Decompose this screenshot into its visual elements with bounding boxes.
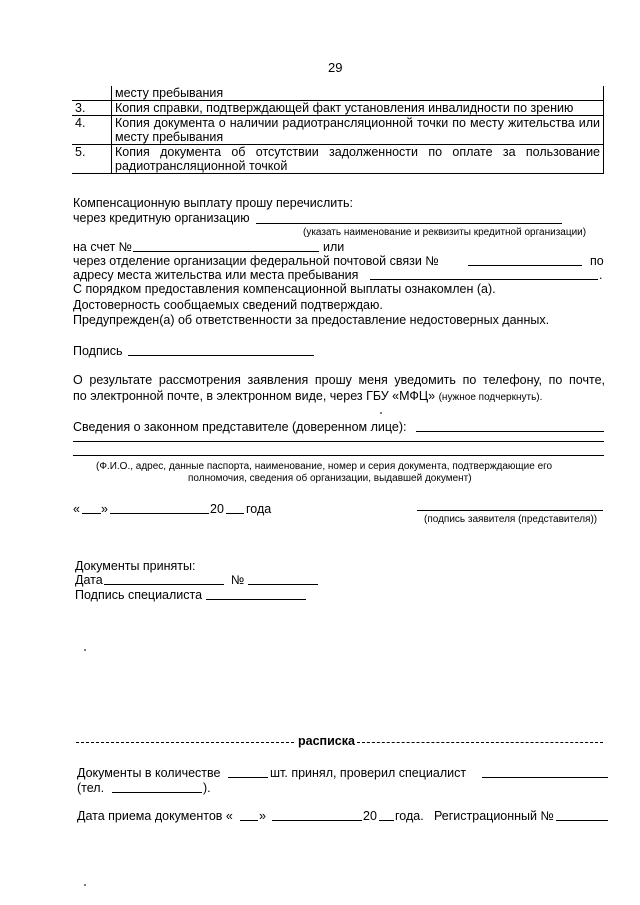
representative-hint-2: полномочия, сведения об организации, выдавшей документ) bbox=[188, 473, 472, 484]
date-open-quote: « bbox=[73, 502, 80, 516]
receipt-tel-open: (тел. bbox=[77, 781, 105, 795]
receipt-title: расписка bbox=[298, 734, 355, 748]
table-row bbox=[72, 86, 604, 101]
receipt-reg-field[interactable] bbox=[556, 820, 608, 821]
scan-speck bbox=[84, 649, 86, 651]
receipt-tel-close: ). bbox=[203, 781, 211, 795]
credit-org-hint: (указать наименование и реквизиты кредитной организации) bbox=[303, 227, 587, 238]
representative-field-2[interactable] bbox=[73, 441, 604, 442]
date-close-quote: » bbox=[101, 502, 108, 516]
applicant-sign-hint: (подпись заявителя (представителя)) bbox=[424, 514, 598, 525]
accepted-date-field[interactable] bbox=[104, 584, 224, 585]
row-text: Копия документа об отсутствии задолженности по оплате за пользование радиотрансляционной точкой bbox=[112, 145, 604, 174]
notify-line2: по электронной почте, в электронном виде, через ГБУ «МФЦ» bbox=[73, 389, 436, 403]
post-po-label: по bbox=[590, 254, 604, 268]
row-number: 4. bbox=[72, 116, 112, 145]
scan-speck bbox=[380, 412, 382, 414]
reliability-text: Достоверность сообщаемых сведений подтверждаю. bbox=[73, 298, 383, 312]
notify-text-line2 bbox=[73, 389, 542, 404]
receipt-year-field[interactable] bbox=[379, 820, 394, 821]
signature-label: Подпись bbox=[73, 344, 123, 358]
row-number: 3. bbox=[72, 101, 112, 116]
signature-field[interactable] bbox=[128, 355, 314, 356]
row-text: Копия справки, подтверждающей факт установления инвалидности по зрению bbox=[112, 101, 604, 116]
accepted-number-label: № bbox=[231, 573, 245, 587]
representative-field-1[interactable] bbox=[416, 431, 604, 432]
row-number bbox=[72, 86, 112, 101]
table-row bbox=[72, 101, 604, 116]
credit-org-label: через кредитную организацию bbox=[73, 211, 250, 225]
scan-speck bbox=[84, 884, 86, 886]
receipt-reg-label: Регистрационный № bbox=[434, 809, 554, 823]
receipt-year-word: года. bbox=[395, 809, 424, 823]
specialist-sign-field[interactable] bbox=[206, 599, 306, 600]
date-month-field[interactable] bbox=[110, 513, 209, 514]
address-end: . bbox=[599, 268, 603, 282]
receipt-day-field[interactable] bbox=[240, 820, 258, 821]
row-text: Копия документа о наличии радиотрансляционной точки по месту жительства или месту пребывания bbox=[112, 116, 604, 145]
notify-hint: (нужное подчеркнуть). bbox=[438, 392, 543, 403]
receipt-divider-left bbox=[76, 742, 294, 743]
receipt-count-rest: шт. принял, проверил специалист bbox=[270, 766, 467, 780]
notify-text-line1: О результате рассмотрения заявления прошу меня уведомить по телефону, по почте, bbox=[73, 373, 605, 387]
date-century: 20 bbox=[210, 502, 224, 516]
receipt-century: 20 bbox=[363, 809, 377, 823]
receipt-count-label: Документы в количестве bbox=[77, 766, 221, 780]
receipt-month-field[interactable] bbox=[272, 820, 362, 821]
address-field[interactable] bbox=[370, 279, 598, 280]
payment-intro: Компенсационную выплату прошу перечислить: bbox=[73, 196, 353, 210]
address-label: адресу места жительства или места пребывания bbox=[73, 268, 359, 282]
procedure-text: С порядком предоставления компенсационной выплаты ознакомлен (а). bbox=[73, 282, 496, 296]
account-label: на счет № bbox=[73, 240, 133, 254]
or-label: или bbox=[323, 240, 345, 254]
representative-hint-1: (Ф.И.О., адрес, данные паспорта, наименование, номер и серия документа, подтверждающие его bbox=[96, 461, 553, 472]
accepted-title: Документы приняты: bbox=[75, 559, 196, 573]
date-year-field[interactable] bbox=[226, 513, 244, 514]
date-year-word: года bbox=[246, 502, 272, 516]
receipt-divider-right bbox=[357, 742, 603, 743]
table-row bbox=[72, 145, 604, 174]
documents-table bbox=[72, 86, 604, 174]
receipt-count-field[interactable] bbox=[228, 777, 268, 778]
accepted-date-label: Дата bbox=[75, 573, 103, 587]
post-office-field[interactable] bbox=[468, 265, 582, 266]
representative-label: Сведения о законном представителе (доверенном лице): bbox=[73, 420, 407, 434]
warning-text: Предупрежден(а) об ответственности за предоставление недостоверных данных. bbox=[73, 313, 550, 327]
row-number: 5. bbox=[72, 145, 112, 174]
receipt-date-close: » bbox=[259, 809, 266, 823]
account-field[interactable] bbox=[133, 251, 319, 252]
row-text: месту пребывания bbox=[112, 86, 604, 101]
page-number: 29 bbox=[328, 60, 343, 75]
receipt-specialist-field[interactable] bbox=[482, 777, 608, 778]
table-row bbox=[72, 116, 604, 145]
representative-field-3[interactable] bbox=[73, 455, 604, 456]
specialist-sign-label: Подпись специалиста bbox=[75, 588, 203, 602]
date-day-field[interactable] bbox=[82, 513, 101, 514]
accepted-number-field[interactable] bbox=[248, 584, 318, 585]
post-office-label: через отделение организации федеральной почтовой связи № bbox=[73, 254, 439, 268]
receipt-tel-field[interactable] bbox=[112, 792, 202, 793]
credit-org-field[interactable] bbox=[256, 223, 562, 224]
applicant-sign-field[interactable] bbox=[417, 510, 603, 511]
receipt-date-label: Дата приема документов « bbox=[77, 809, 233, 823]
